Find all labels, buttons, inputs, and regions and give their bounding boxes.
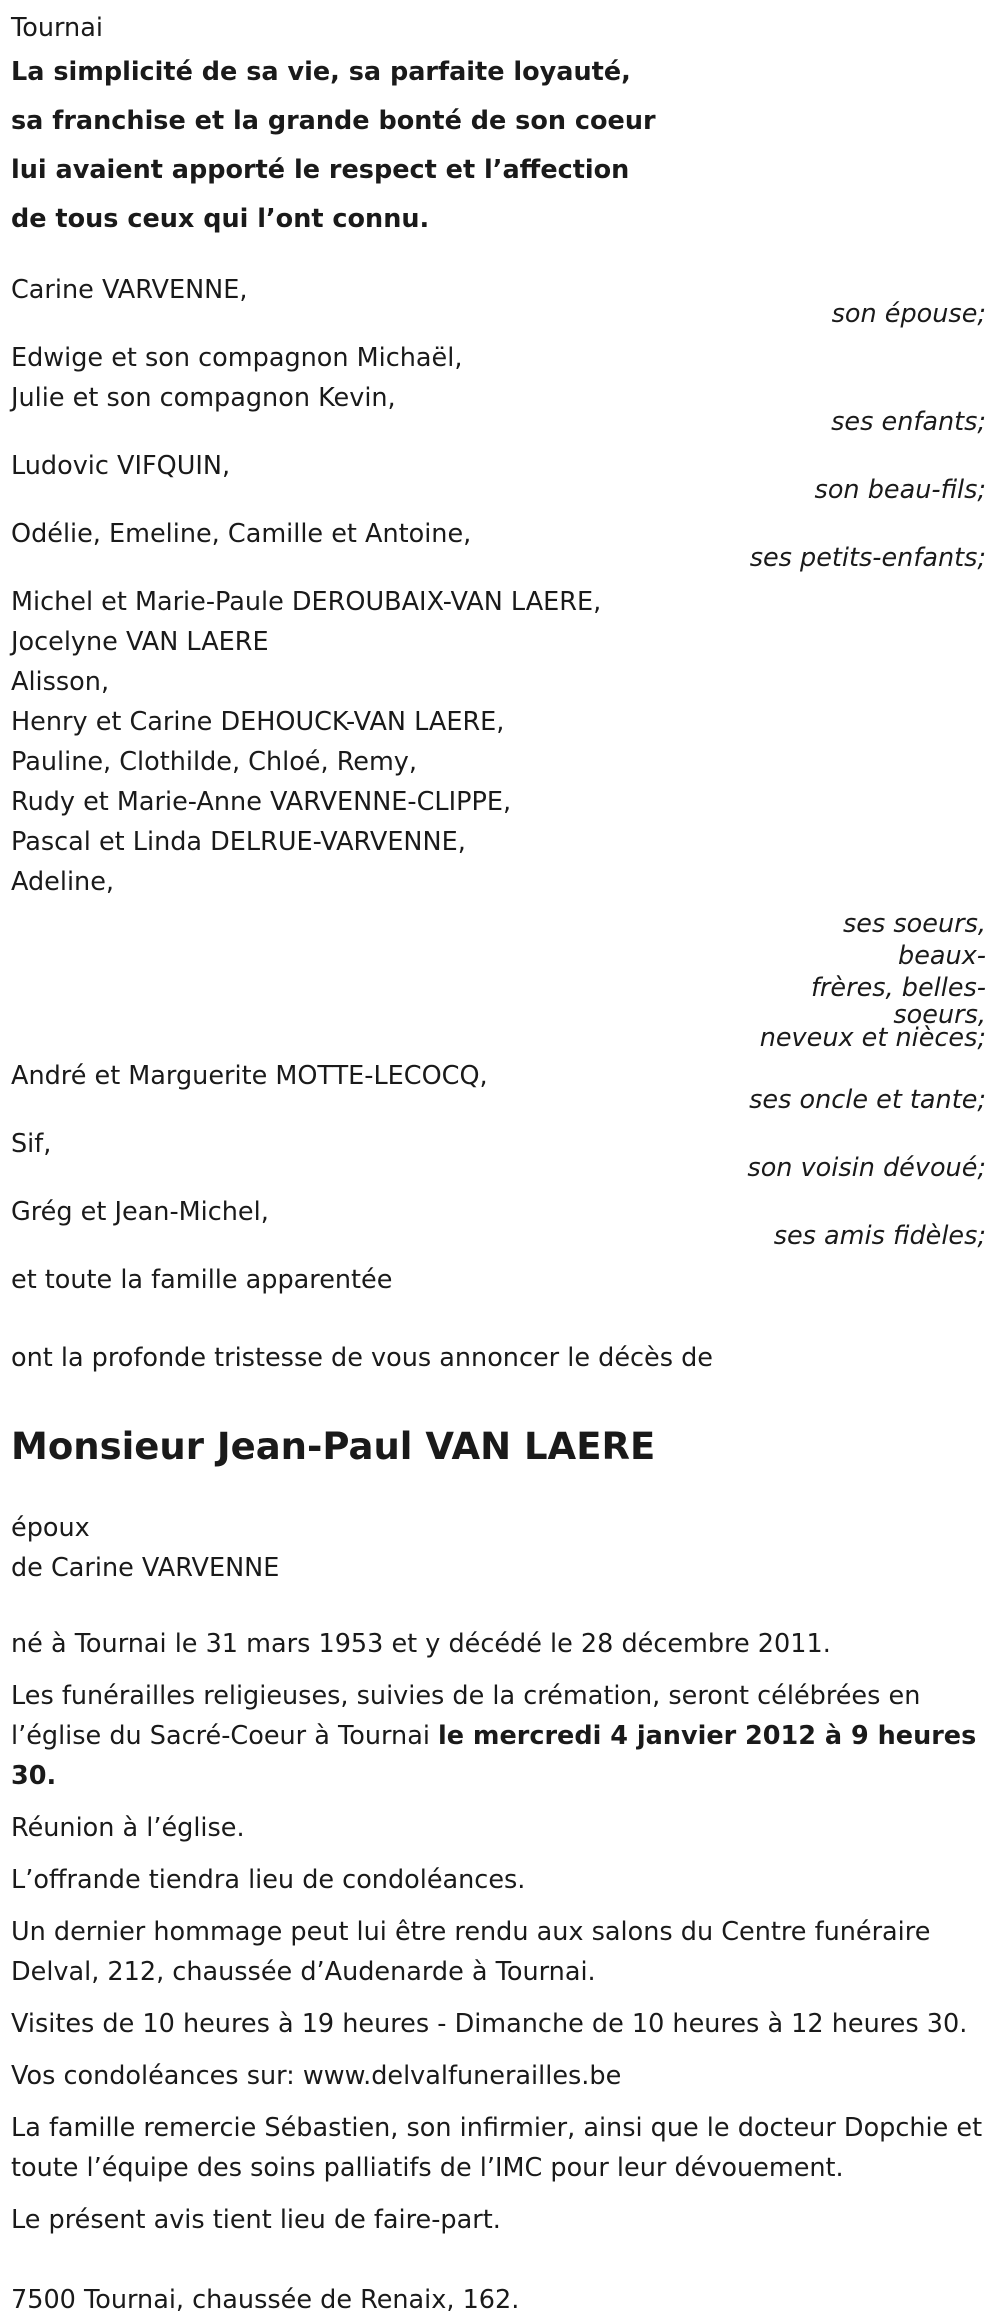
- quote-line: de tous ceux qui l’ont connu.: [11, 204, 430, 234]
- family-name: Carine VARVENNE,: [11, 275, 248, 305]
- family-name: Grég et Jean-Michel,: [11, 1197, 269, 1227]
- family-group-grandchildren: [11, 514, 986, 578]
- family-name: Alisson,: [11, 667, 110, 697]
- family-name: Adeline,: [11, 867, 114, 897]
- spouse-line: époux: [11, 1513, 90, 1543]
- relation-label: ses oncle et tante;: [749, 1085, 986, 1115]
- paragraph: Un dernier hommage peut lui être rendu aux salons du Centre funéraire Delval, 212, chaussée d’Audenarde à Tournai.: [11, 1917, 931, 1987]
- family-closing: et toute la famille apparentée: [11, 1265, 393, 1295]
- quote-line: sa franchise et la grande bonté de son coeur: [11, 106, 656, 136]
- funeral-details: Les funérailles religieuses, suivies de la crémation, seront célébrées en l’église du Sacré-Coeur à Tournai: [11, 1681, 921, 1751]
- family-name: Jocelyne VAN LAERE: [11, 627, 269, 657]
- funeral-date: le mercredi 4 janvier 2012 à 9 heures 30.: [11, 1721, 977, 1791]
- relation-label: son épouse;: [831, 299, 986, 329]
- spouse-line: de Carine VARVENNE: [11, 1553, 280, 1583]
- family-name: Sif,: [11, 1129, 52, 1159]
- family-name: Ludovic VIFQUIN,: [11, 451, 231, 481]
- spouse-info: [11, 1508, 986, 1588]
- relation-line: soeurs,: [893, 1000, 986, 1030]
- family-name: Odélie, Emeline, Camille et Antoine,: [11, 519, 472, 549]
- family-name: André et Marguerite MOTTE-LECOCQ,: [11, 1061, 488, 1091]
- family-name: Edwige et son compagnon Michaël,: [11, 343, 463, 373]
- family-group-spouse: [11, 270, 986, 334]
- address-text: 7500 Tournai, chaussée de Renaix, 162.: [11, 2285, 520, 2315]
- family-name: Henry et Carine DEHOUCK-VAN LAERE,: [11, 707, 505, 737]
- paragraph: Réunion à l’église.: [11, 1813, 245, 1843]
- relation-label: ses enfants;: [831, 407, 986, 437]
- family-name: Julie et son compagnon Kevin,: [11, 383, 396, 413]
- family-group-friends: [11, 1192, 986, 1256]
- birth-death-text: né à Tournai le 31 mars 1953 et y décédé le 28 décembre 2011.: [11, 1629, 831, 1659]
- family-name: Michel et Marie-Paule DEROUBAIX-VAN LAERE,: [11, 587, 602, 617]
- funeral-text: [11, 1676, 986, 1796]
- relation-label: [751, 902, 986, 1053]
- relation-label: son voisin dévoué;: [747, 1153, 986, 1183]
- quote-line: lui avaient apporté le respect et l’affection: [11, 155, 630, 185]
- family-name: Rudy et Marie-Anne VARVENNE-CLIPPE,: [11, 787, 512, 817]
- relation-label: ses petits-enfants;: [749, 543, 986, 573]
- epitaph-quote: [11, 48, 986, 244]
- quote-line: La simplicité de sa vie, sa parfaite loyauté,: [11, 57, 631, 87]
- relation-line: neveux et nièces;: [759, 1023, 986, 1053]
- condolences-link-text: Vos condoléances sur: www.delvalfunerailles.be: [11, 2061, 622, 2091]
- family-group-siblings: [11, 582, 986, 1053]
- family-group-stepson: [11, 446, 986, 510]
- relation-label: son beau-fils;: [814, 475, 986, 505]
- relation-line: frères, belles-: [810, 973, 986, 1003]
- family-name: Pascal et Linda DELRUE-VARVENNE,: [11, 827, 466, 857]
- location-heading: Tournai: [11, 13, 103, 43]
- paragraph: L’offrande tiendra lieu de condoléances.: [11, 1865, 526, 1895]
- family-group-children: [11, 338, 986, 442]
- deceased-name: Monsieur Jean-Paul VAN LAERE: [11, 1425, 656, 1468]
- paragraph: Le présent avis tient lieu de faire-part.: [11, 2205, 501, 2235]
- family-group-uncle-aunt: [11, 1056, 986, 1120]
- announcement-text: ont la profonde tristesse de vous annoncer le décès de: [11, 1343, 713, 1373]
- paragraph: La famille remercie Sébastien, son infirmier, ainsi que le docteur Dopchie et toute l’équipe des soins palliatifs de l’IMC pour leur dévouement.: [11, 2113, 983, 2183]
- paragraph: Visites de 10 heures à 19 heures - Dimanche de 10 heures à 12 heures 30.: [11, 2009, 968, 2039]
- relation-label: ses amis fidèles;: [773, 1221, 986, 1251]
- relation-line: ses soeurs, beaux-: [843, 909, 986, 971]
- family-group-neighbor: [11, 1124, 986, 1188]
- family-name: Pauline, Clothilde, Chloé, Remy,: [11, 747, 418, 777]
